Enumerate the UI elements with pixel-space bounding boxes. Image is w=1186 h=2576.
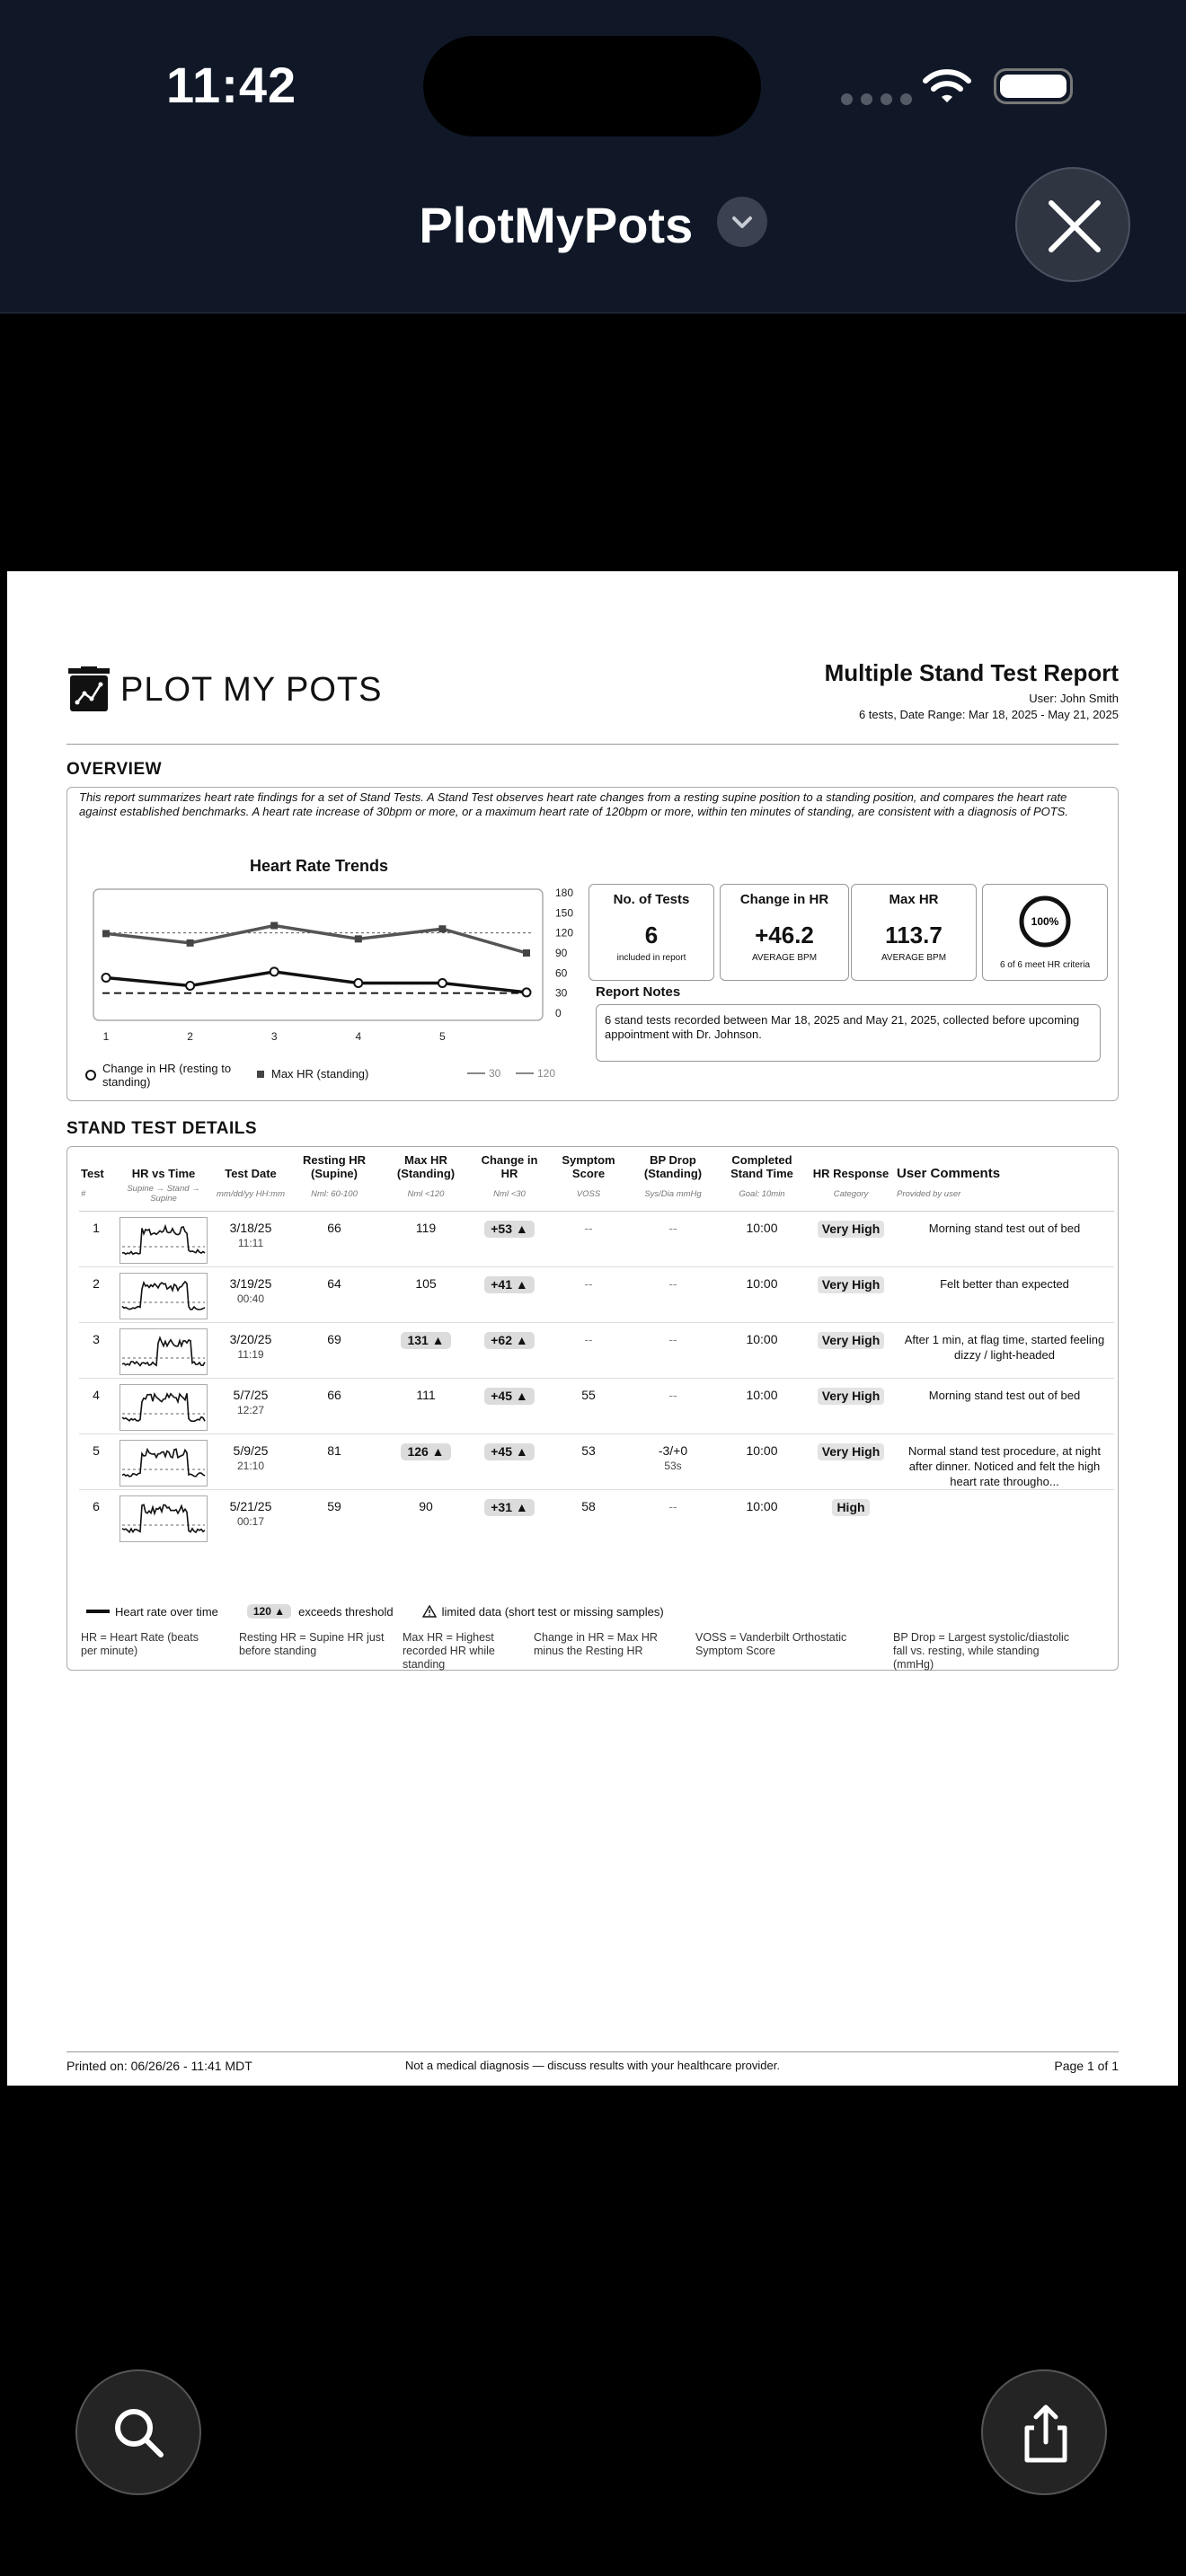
cell-hr-response (807, 1379, 895, 1434)
cell-comment: Morning stand test out of bed (895, 1212, 1114, 1267)
footer-divider (66, 2051, 1119, 2052)
trash-chart-icon (66, 666, 111, 713)
heart-rate-chart (84, 882, 588, 1044)
card-max-label: Max HR (889, 892, 939, 907)
cell-max-hr (381, 1212, 471, 1267)
table-row (79, 1490, 1114, 1546)
max-hr-value: 105 (415, 1276, 437, 1291)
sub-date: mm/dd/yy HH:mm (214, 1180, 288, 1212)
data-point-max-hr (270, 922, 278, 929)
cell-completed: 10:00 (717, 1379, 807, 1434)
max-hr-value: 90 (419, 1499, 433, 1513)
sub-test: # (79, 1180, 113, 1212)
footer-disclaimer: Not a medical diagnosis — discuss results with your healthcare provider. (405, 2059, 780, 2072)
cell-bp-drop (629, 1490, 717, 1546)
search-button[interactable] (75, 2369, 201, 2495)
card-change-label: Change in HR (739, 892, 829, 907)
data-point-max-hr (102, 930, 110, 937)
bp-value: -- (668, 1388, 677, 1402)
data-point-max-hr (187, 940, 194, 947)
cell-date (214, 1323, 288, 1379)
hr-sparkline (119, 1217, 208, 1264)
response-badge: Very High (818, 1388, 885, 1405)
test-date: 3/20/25 (229, 1332, 272, 1346)
cell-hr-sparkline (113, 1267, 214, 1323)
cell-comment: Normal stand test procedure, at night after dinner. Noticed and felt the high heart rate througho... (895, 1434, 1114, 1490)
cell-bp-drop (629, 1212, 717, 1267)
x-tick-label: 3 (270, 1030, 278, 1043)
y-tick-label: 90 (555, 947, 568, 959)
y-tick-label: 0 (555, 1007, 562, 1019)
col-completed: Completed Stand Time (730, 1153, 793, 1180)
legend-max-label: Max HR (standing) (271, 1067, 369, 1081)
hr-sparkline (119, 1273, 208, 1319)
cell-max-hr (381, 1267, 471, 1323)
cell-completed: 10:00 (717, 1434, 807, 1490)
bp-value: -- (668, 1499, 677, 1513)
cell-resting: 81 (288, 1434, 381, 1490)
cell-max-hr (381, 1379, 471, 1434)
change-hr-value: +45 ▲ (484, 1443, 535, 1460)
max-hr-value: 111 (416, 1388, 436, 1402)
cell-completed: 10:00 (746, 1499, 778, 1513)
cell-bp-drop (629, 1434, 717, 1490)
report-page (7, 571, 1178, 2086)
legend-pill: 120 ▲ (247, 1604, 291, 1619)
cell-test-number: 1 (79, 1212, 113, 1267)
change-hr-value: +62 ▲ (484, 1332, 535, 1349)
cell-change-hr (471, 1434, 548, 1490)
cell-comment: Felt better than expected (895, 1267, 1114, 1323)
card-change (720, 884, 849, 981)
square-icon (255, 1069, 266, 1080)
cell-date (214, 1490, 288, 1546)
def-voss: VOSS = Vanderbilt Orthostatic Symptom Score (695, 1631, 847, 1657)
cell-bp-drop (629, 1267, 717, 1323)
dash-line-icon (467, 1071, 485, 1076)
card-criteria (982, 884, 1108, 981)
cell-resting: 66 (288, 1212, 381, 1267)
cell-symptom: 58 (581, 1499, 596, 1513)
hr-sparkline (119, 1495, 208, 1542)
response-badge: Very High (818, 1221, 885, 1238)
stand-test-table (79, 1151, 1114, 1545)
data-point-change-hr (102, 974, 111, 982)
line-icon (86, 1609, 110, 1614)
cell-resting: 66 (288, 1379, 381, 1434)
card-criteria-sub: 6 of 6 meet HR criteria (999, 960, 1091, 970)
change-hr-value: +53 ▲ (484, 1221, 535, 1238)
app-header (0, 0, 1186, 313)
sub-bp: Sys/Dia mmHg (629, 1180, 717, 1212)
sub-hr-time: Supine → Stand → Supine (113, 1180, 214, 1212)
col-change: Change in HR (481, 1153, 538, 1180)
brand-name: PLOT MY POTS (120, 670, 383, 709)
cell-test-number: 3 (79, 1323, 113, 1379)
cell-max-hr (381, 1323, 471, 1379)
sub-comments: Provided by user (895, 1180, 1114, 1212)
table-row (79, 1212, 1114, 1267)
data-point-max-hr (355, 935, 362, 942)
col-symptom: Symptom Score (562, 1153, 615, 1180)
share-icon (1014, 2403, 1077, 2466)
warning-icon (422, 1605, 437, 1618)
cell-change-hr (471, 1212, 548, 1267)
max-hr-value: 126 ▲ (401, 1443, 450, 1460)
cell-date (214, 1379, 288, 1434)
change-hr-value: +31 ▲ (484, 1499, 535, 1516)
change-hr-value: +45 ▲ (484, 1388, 535, 1405)
bp-value: -3/+0 (658, 1443, 688, 1458)
data-point-change-hr (270, 967, 279, 975)
wifi-icon (922, 66, 972, 106)
notes-label: Report Notes (596, 984, 681, 1000)
y-tick-label: 180 (555, 887, 574, 899)
table-row (79, 1434, 1114, 1490)
cell-symptom: 53 (548, 1434, 629, 1490)
brand-logo (66, 666, 382, 713)
def-resting: Resting HR = Supine HR just before standing (239, 1631, 385, 1657)
col-hr-time: HR vs Time (131, 1167, 196, 1180)
data-point-change-hr (438, 979, 447, 987)
sub-change: Nml <30 (471, 1180, 548, 1212)
report-title: Multiple Stand Test Report (824, 659, 1119, 686)
cell-test-number: 4 (79, 1379, 113, 1434)
cell-comment (895, 1490, 1114, 1546)
bp-value: -- (668, 1276, 677, 1291)
data-point-max-hr (523, 949, 530, 957)
max-hr-value: 131 ▲ (401, 1332, 450, 1349)
cell-symptom: -- (548, 1323, 629, 1379)
x-tick-label: 2 (187, 1030, 193, 1043)
x-tick-label: 5 (439, 1030, 446, 1043)
legend-line-label: Heart rate over time (115, 1604, 218, 1619)
cell-hr-sparkline (113, 1379, 214, 1434)
col-resting: Resting HR (Supine) (302, 1153, 367, 1180)
signal-icon (841, 93, 912, 105)
cell-hr-sparkline (113, 1212, 214, 1267)
test-date: 5/7/25 (233, 1388, 269, 1402)
response-badge: Very High (818, 1276, 885, 1293)
cell-symptom: -- (548, 1212, 629, 1267)
y-tick-label: 30 (555, 986, 568, 1000)
cell-hr-sparkline (113, 1434, 214, 1490)
criteria-ring (1017, 894, 1073, 949)
test-date: 5/9/25 (233, 1443, 269, 1458)
notes-text: 6 stand tests recorded between Mar 18, 2025 and May 21, 2025, collected before upcoming appointment with Dr. Johnson. (596, 1004, 1101, 1062)
legend-ref-120 (516, 1067, 555, 1080)
cell-completed: 10:00 (717, 1323, 807, 1379)
report-range: 6 tests, Date Range: Mar 18, 2025 - May 21, 2025 (858, 708, 1119, 721)
nav-title: PlotMyPots (419, 197, 694, 253)
cell-max-hr (381, 1490, 471, 1546)
cell-change-hr (471, 1267, 548, 1323)
data-point-change-hr (354, 979, 362, 987)
dynamic-island (423, 36, 761, 137)
details-heading: STAND TEST DETAILS (66, 1119, 258, 1138)
data-point-max-hr (438, 925, 446, 932)
def-hr: HR = Heart Rate (beats per minute) (81, 1631, 199, 1657)
test-date: 3/19/25 (229, 1276, 272, 1291)
battery-icon (994, 68, 1073, 104)
def-change: Change in HR = Max HR minus the Resting HR (534, 1631, 658, 1657)
card-tests-value: 6 (644, 922, 659, 948)
cell-max-hr (381, 1434, 471, 1490)
cell-change-hr (471, 1490, 548, 1546)
test-date: 3/18/25 (229, 1221, 272, 1235)
footer-page: Page 1 of 1 (1054, 2059, 1119, 2073)
legend-ref-30 (467, 1067, 500, 1080)
card-tests-sub: included in report (616, 953, 686, 963)
card-tests (589, 884, 714, 981)
cell-hr-response (807, 1323, 895, 1379)
y-tick-label: 120 (555, 926, 574, 940)
cell-comment: Morning stand test out of bed (895, 1379, 1114, 1434)
test-time: 11:11 (237, 1237, 264, 1249)
card-max-sub: AVERAGE BPM (881, 953, 947, 963)
x-tick-label: 1 (102, 1030, 110, 1043)
close-button[interactable] (1015, 167, 1130, 282)
legend-ref-120-label: 120 (537, 1067, 556, 1080)
cell-date (214, 1212, 288, 1267)
legend-limited-label: limited data (short test or missing samples) (441, 1604, 664, 1619)
title-menu-button[interactable] (717, 197, 767, 247)
table-row (79, 1379, 1114, 1434)
sub-max: Nml <120 (381, 1180, 471, 1212)
divider (66, 744, 1119, 745)
test-time: 21:10 (236, 1460, 265, 1472)
test-date: 5/21/25 (229, 1499, 272, 1513)
chart-title: Heart Rate Trends (250, 857, 389, 875)
sub-resting: Nml: 60-100 (288, 1180, 381, 1212)
cell-resting: 69 (288, 1323, 381, 1379)
cell-bp-drop (629, 1379, 717, 1434)
cell-completed: 10:00 (717, 1212, 807, 1267)
col-max: Max HR (Standing) (396, 1153, 456, 1180)
cell-hr-response (807, 1490, 895, 1546)
open-circle-icon (84, 1069, 97, 1081)
test-time: 00:17 (236, 1515, 265, 1528)
bp-duration: 53s (664, 1460, 682, 1472)
cell-bp-drop (629, 1323, 717, 1379)
cell-test-number: 5 (79, 1434, 113, 1490)
cell-resting: 59 (327, 1499, 341, 1513)
y-tick-label: 60 (555, 966, 568, 980)
legend-ref-30-label: 30 (489, 1067, 501, 1080)
close-icon (1046, 198, 1103, 255)
cell-hr-response (807, 1267, 895, 1323)
cell-symptom: 55 (548, 1379, 629, 1434)
card-tests-label: No. of Tests (613, 892, 690, 907)
card-max-value: 113.7 (885, 922, 943, 948)
card-criteria-value: 100% (1031, 915, 1059, 928)
cell-date (214, 1267, 288, 1323)
def-max: Max HR = Highest recorded HR while standing (403, 1631, 495, 1671)
chevron-down-icon (717, 197, 767, 247)
test-time: 11:19 (237, 1348, 264, 1361)
col-bp: BP Drop (Standing) (643, 1153, 703, 1180)
table-row (79, 1267, 1114, 1323)
bp-value: -- (668, 1221, 677, 1235)
cell-change-hr (471, 1379, 548, 1434)
sub-symptom: VOSS (548, 1180, 629, 1212)
table-legend (86, 1604, 664, 1619)
col-comments: User Comments (897, 1166, 1001, 1181)
cell-test-number: 2 (79, 1267, 113, 1323)
legend-change-label: Change in HR (resting to standing) (102, 1062, 232, 1089)
legend-max (255, 1067, 368, 1081)
cell-resting: 64 (288, 1267, 381, 1323)
legend-exceeds-label: exceeds threshold (298, 1604, 394, 1619)
data-point-change-hr (186, 982, 194, 990)
sub-completed: Goal: 10min (717, 1180, 807, 1212)
data-point-change-hr (523, 988, 531, 996)
table-row (79, 1323, 1114, 1379)
hr-sparkline (119, 1328, 208, 1375)
status-time: 11:42 (166, 57, 297, 113)
cell-comment: After 1 min, at flag time, started feeling dizzy / light-headed (895, 1323, 1114, 1379)
dash-line-icon (516, 1071, 534, 1076)
cell-hr-response (807, 1212, 895, 1267)
col-response: HR Response (812, 1167, 890, 1180)
bp-value: -- (668, 1332, 677, 1346)
cell-hr-sparkline (113, 1490, 214, 1546)
test-time: 12:27 (236, 1404, 265, 1416)
legend-change (84, 1062, 255, 1089)
response-badge: Very High (818, 1443, 885, 1460)
response-badge: Very High (818, 1332, 885, 1349)
report-user: User: John Smith (1029, 692, 1119, 705)
share-button[interactable] (981, 2369, 1107, 2495)
card-change-sub: AVERAGE BPM (751, 953, 818, 963)
test-time: 00:40 (236, 1292, 265, 1305)
cell-completed: 10:00 (717, 1267, 807, 1323)
x-tick-label: 4 (355, 1030, 362, 1043)
cell-date (214, 1434, 288, 1490)
col-test: Test (81, 1167, 104, 1180)
hr-sparkline (119, 1384, 208, 1431)
cell-symptom: -- (548, 1267, 629, 1323)
cell-test-number: 6 (93, 1499, 100, 1513)
max-hr-value: 119 (415, 1221, 437, 1235)
search-icon (109, 2403, 172, 2466)
card-max (851, 884, 977, 981)
change-hr-value: +41 ▲ (484, 1276, 535, 1293)
hr-sparkline (119, 1440, 208, 1486)
footer-printed: Printed on: 06/26/26 - 11:41 MDT (66, 2059, 252, 2073)
overview-intro: This report summarizes heart rate findings for a set of Stand Tests. A Stand Test observes heart rate changes from a resting supine position to a standing position, and compares the heart rate against established benchmarks. A heart rate increase of 30bpm or more, or a maximum heart rate of 120bpm or more, within ten minutes of standing, are consistent with a diagnosis of POTS. (79, 790, 1068, 818)
cell-change-hr (471, 1323, 548, 1379)
chart-frame (93, 889, 543, 1020)
cell-hr-sparkline (113, 1323, 214, 1379)
card-change-value: +46.2 (755, 922, 814, 948)
def-bp: BP Drop = Largest systolic/diastolic fall vs. resting, while standing (mmHg) (893, 1631, 1070, 1671)
y-tick-label: 150 (555, 906, 574, 920)
col-date: Test Date (225, 1167, 277, 1180)
response-badge: High (832, 1499, 869, 1516)
cell-hr-response (807, 1434, 895, 1490)
overview-heading: OVERVIEW (66, 760, 163, 779)
sub-response: Category (807, 1180, 895, 1212)
